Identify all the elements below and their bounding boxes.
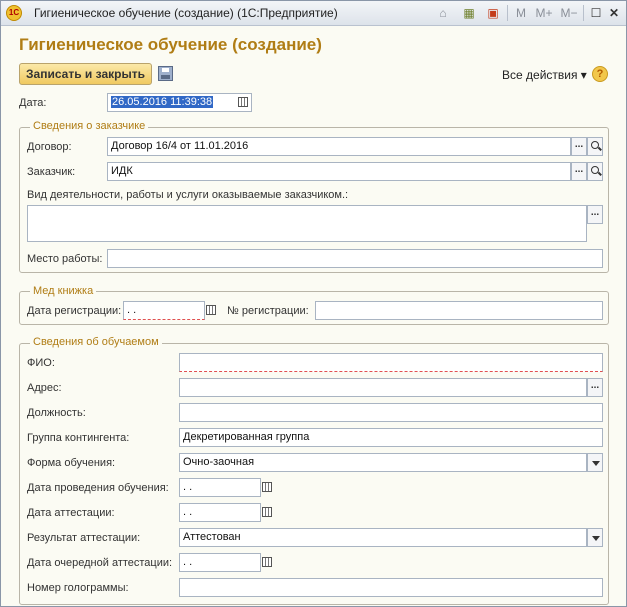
1c-logo-icon[interactable]: 1С (6, 5, 22, 21)
training-date-calendar-icon[interactable] (259, 478, 275, 497)
training-date-label: Дата проведения обучения: (27, 482, 169, 494)
hologram-label: Номер голограммы: (27, 582, 129, 594)
titlebar-divider (507, 5, 508, 21)
position-label: Должность: (27, 407, 86, 419)
contingent-label: Группа контингента: (27, 432, 130, 444)
study-form-dropdown-icon[interactable] (587, 453, 603, 472)
contract-label: Договор: (27, 141, 72, 153)
all-actions-menu[interactable]: Все действия ▾ (502, 68, 587, 82)
attestation-date-field[interactable]: . . (179, 503, 261, 522)
study-form-label: Форма обучения: (27, 457, 116, 469)
medbook-group-title: Мед книжка (30, 285, 96, 297)
attestation-date-calendar-icon[interactable] (259, 503, 275, 522)
trainee-group-title: Сведения об обучаемом (30, 336, 162, 348)
form-title: Гигиеническое обучение (создание) (19, 35, 322, 54)
window-titlebar (1, 1, 626, 26)
reg-date-label: Дата регистрации: (27, 305, 122, 317)
next-attestation-calendar-icon[interactable] (259, 553, 275, 572)
reg-number-label: № регистрации: (227, 305, 309, 317)
activity-label: Вид деятельности, работы и услуги оказываемые заказчиком.: (27, 189, 349, 201)
calendar-icon[interactable]: ▣ (487, 6, 499, 20)
workplace-label: Место работы: (27, 253, 103, 265)
attestation-result-label: Результат аттестации: (27, 532, 141, 544)
attestation-result-select[interactable]: Аттестован (179, 528, 587, 547)
next-attestation-label: Дата очередной аттестации: (27, 557, 173, 569)
close-icon[interactable]: ✕ (608, 6, 620, 20)
contract-open-icon[interactable] (587, 137, 603, 156)
address-label: Адрес: (27, 382, 62, 394)
contingent-field[interactable]: Декретированная группа (179, 428, 603, 447)
next-attestation-field[interactable]: . . (179, 553, 261, 572)
customer-open-icon[interactable] (587, 162, 603, 181)
fio-label: ФИО: (27, 357, 55, 369)
help-icon[interactable]: ? (592, 66, 608, 82)
activity-textarea[interactable] (27, 205, 587, 242)
address-select-button[interactable]: ... (587, 378, 603, 397)
save-icon[interactable] (158, 66, 173, 81)
customer-select-button[interactable]: ... (571, 162, 587, 181)
calendar-picker-icon[interactable] (235, 93, 251, 112)
date-label: Дата: (19, 97, 47, 109)
fio-field[interactable] (179, 353, 603, 372)
memory-plus-button[interactable]: M+ (535, 6, 553, 20)
memory-m-button[interactable]: M (516, 6, 526, 20)
contract-field[interactable]: Договор 16/4 от 11.01.2016 (107, 137, 571, 156)
calculator-icon[interactable]: ▦ (463, 6, 475, 20)
home-icon[interactable]: ⌂ (439, 6, 447, 20)
workplace-field[interactable] (107, 249, 603, 268)
attestation-result-dropdown-icon[interactable] (587, 528, 603, 547)
hologram-field[interactable] (179, 578, 603, 597)
activity-select-button[interactable]: ... (587, 205, 603, 224)
customer-field[interactable]: ИДК (107, 162, 571, 181)
contract-select-button[interactable]: ... (571, 137, 587, 156)
save-and-close-button[interactable]: Записать и закрыть (19, 63, 152, 85)
position-field[interactable] (179, 403, 603, 422)
maximize-icon[interactable]: ☐ (590, 6, 602, 20)
reg-date-calendar-icon[interactable] (203, 301, 219, 320)
reg-number-field[interactable] (315, 301, 603, 320)
study-form-select[interactable]: Очно-заочная (179, 453, 587, 472)
titlebar-divider (583, 5, 584, 21)
memory-minus-button[interactable]: M− (560, 6, 578, 20)
reg-date-field[interactable]: . . (123, 301, 205, 320)
attestation-date-label: Дата аттестации: (27, 507, 115, 519)
customer-group-title: Сведения о заказчике (30, 120, 148, 132)
customer-label: Заказчик: (27, 166, 76, 178)
training-date-field[interactable]: . . (179, 478, 261, 497)
date-value: 26.05.2016 11:39:38 (112, 96, 213, 108)
address-field[interactable] (179, 378, 587, 397)
window-title: Гигиеническое обучение (создание) (1С:Предприятие) (34, 6, 338, 20)
date-field[interactable] (107, 93, 252, 112)
